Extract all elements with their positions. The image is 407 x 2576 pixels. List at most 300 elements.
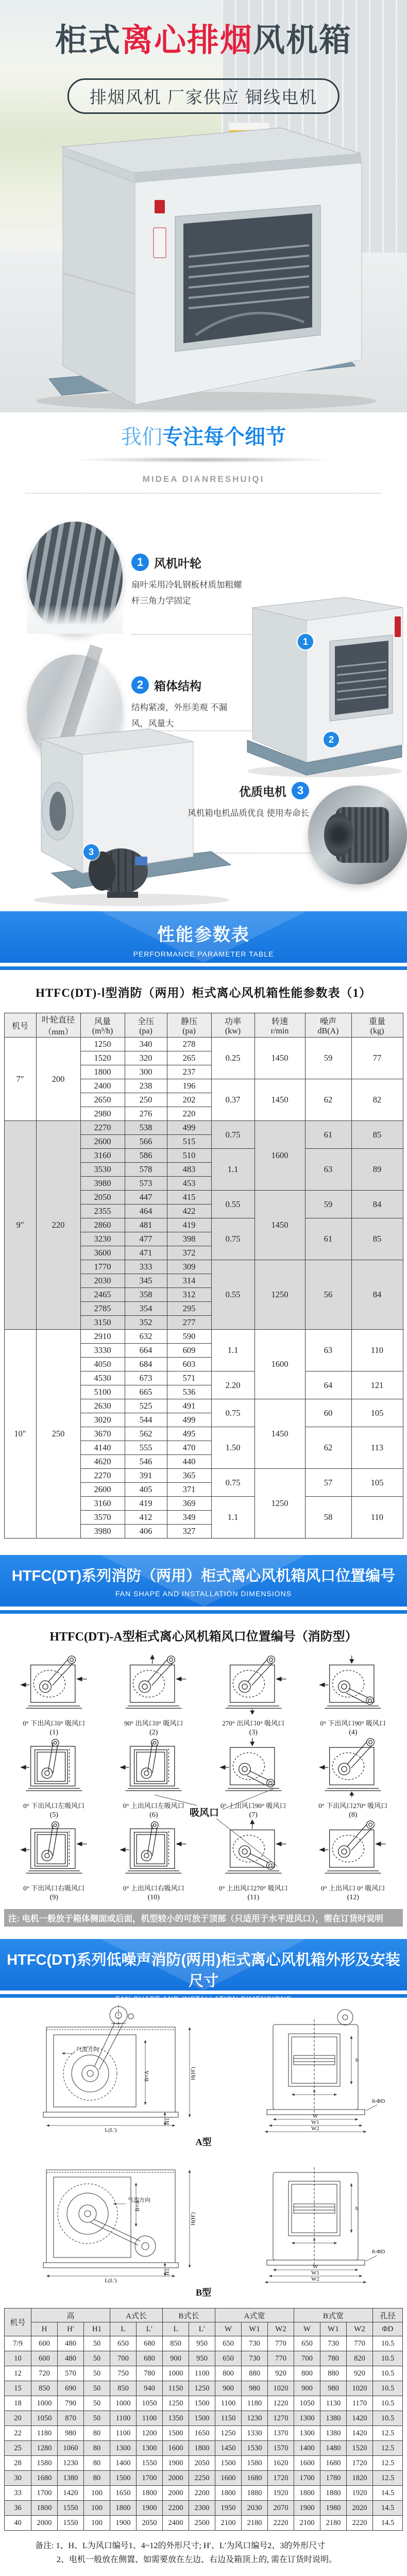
drawing-b-row (0, 2154, 407, 2283)
table-cell: 354 (125, 1302, 167, 1316)
table-cell: 820 (347, 2351, 373, 2366)
dim-row (5, 2516, 403, 2531)
drawing-a-front-view (10, 2004, 237, 2133)
dim-row (5, 2381, 403, 2396)
vent-number: (7) (249, 1811, 258, 1819)
power-cell: 0.25 (211, 1038, 255, 1079)
hero-section (0, 0, 407, 412)
dim-note-2: 2、电机一般放在侧置、如需要放在左边、右边及箱顶上的, 需在订货时说明。 (57, 2555, 337, 2565)
table-cell: 980 (242, 2381, 268, 2396)
table-cell: 880 (320, 2366, 347, 2381)
feature-1-number-icon: 1 (131, 554, 149, 571)
perf-header-row (4, 1013, 403, 1038)
table-cell: 1800 (137, 2486, 163, 2501)
table-cell: 1920 (347, 2486, 373, 2501)
table-cell: 405 (125, 1483, 167, 1497)
table-cell: 100 (84, 2486, 110, 2501)
table-cell: 609 (167, 1344, 211, 1358)
column-subheader: L (163, 2322, 189, 2336)
model-cell: 36 (5, 2501, 31, 2516)
table-cell: 2860 (80, 1218, 125, 1232)
rpm-cell: 1600 (255, 1121, 305, 1191)
dim-banner-subtitle: FAN SHAPE AND INSTALLATION DIMENSIONS (115, 1995, 292, 2003)
table-cell: 780 (320, 2351, 347, 2366)
table-cell: 278 (167, 1038, 211, 1051)
table-cell: 900 (294, 2381, 320, 2396)
fan-orientation-icon (15, 1819, 93, 1880)
table-cell: 50 (84, 2351, 110, 2366)
table-cell: 453 (167, 1177, 211, 1191)
photo-badge-1: 1 (298, 634, 313, 649)
column-header: 机号 (5, 2309, 31, 2336)
model-cell: 20 (5, 2411, 31, 2426)
column-header: B式宽 (294, 2309, 373, 2322)
table-cell: 499 (167, 1413, 211, 1427)
vent-diagram (104, 1654, 204, 1737)
table-cell: 1700 (137, 2471, 163, 2486)
svg-text:B×A: B×A (144, 2070, 150, 2082)
table-cell: 900 (163, 2351, 189, 2366)
detail-photo-impeller (27, 522, 123, 634)
table-cell: 2050 (80, 1191, 125, 1205)
weight-cell: 82 (351, 1079, 403, 1121)
table-cell: 525 (125, 1399, 167, 1413)
table-cell: 1170 (347, 2396, 373, 2411)
table-cell: 1700 (294, 2471, 320, 2486)
table-cell: 80 (84, 2456, 110, 2471)
table-cell: 470 (167, 1441, 211, 1455)
vent-note: 注: 电机一般放于箱体侧面或后面，机型较小的可放于顶部（只适用于水平进风口），需在订货时说明 (4, 1909, 403, 1927)
table-cell: 2050 (137, 2516, 163, 2531)
svg-text:气流方向: 气流方向 (128, 2197, 150, 2203)
photo-badge-3: 3 (83, 844, 99, 860)
table-cell: 562 (125, 1427, 167, 1441)
table-cell: 1530 (242, 2441, 268, 2456)
table-cell: 1500 (215, 2456, 242, 2471)
table-cell: 730 (242, 2336, 268, 2351)
table-cell: 1050 (31, 2411, 58, 2426)
table-cell: 415 (167, 1191, 211, 1205)
table-cell: 320 (125, 1051, 167, 1065)
vent-label: 0° 下出风口0° 吸风口 (23, 1719, 86, 1727)
table-cell: 349 (167, 1511, 211, 1525)
vent-number: (9) (49, 1894, 58, 1901)
perf-row (4, 1038, 403, 1051)
table-cell: 2030 (242, 2501, 268, 2516)
table-cell: 850 (110, 2381, 137, 2396)
diameter-cell: 250 (36, 1330, 80, 1538)
column-subheader: H′ (58, 2322, 84, 2336)
table-cell: 80 (84, 2441, 110, 2456)
noise-cell: 64 (305, 1371, 351, 1399)
table-cell: 700 (294, 2351, 320, 2366)
table-cell: 1230 (58, 2456, 84, 2471)
model-cell: 9″ (4, 1121, 36, 1330)
table-cell: 327 (167, 1525, 211, 1538)
rpm-cell: 1250 (255, 1469, 305, 1538)
table-cell: 2270 (80, 1121, 125, 1135)
table-cell: 369 (167, 1497, 211, 1511)
features-section (0, 522, 407, 911)
weight-cell: 84 (351, 1260, 403, 1330)
table-cell: 1720 (268, 2471, 294, 2486)
table-cell: 1100 (215, 2396, 242, 2411)
rpm-cell: 1250 (255, 1260, 305, 1330)
table-cell: 1800 (31, 2501, 58, 2516)
column-header: 高 (31, 2309, 110, 2322)
perf-row (4, 1121, 403, 1135)
table-cell: 940 (137, 2381, 163, 2396)
vent-number: (2) (149, 1729, 158, 1736)
table-cell: 2180 (320, 2516, 347, 2531)
vent-number: (1) (49, 1729, 58, 1736)
vent-label: 270° 出风口0° 吸风口 (222, 1719, 285, 1727)
fan-orientation-icon (314, 1654, 392, 1715)
table-cell: 5100 (80, 1385, 125, 1399)
table-cell: 1800 (80, 1065, 125, 1079)
column-subheader: W1 (242, 2322, 268, 2336)
photo-badge-2: 2 (324, 732, 339, 747)
fan-orientation-icon (215, 1819, 292, 1880)
table-cell: 202 (167, 1093, 211, 1107)
vent-diagram (303, 1737, 403, 1819)
table-cell: 4530 (80, 1371, 125, 1385)
shadow-divider (70, 457, 337, 463)
vent-label: 0° 下出风口90° 吸风口 (320, 1719, 386, 1727)
vent-diagram (4, 1819, 104, 1902)
column-subheader: ΦD (373, 2322, 403, 2336)
table-cell: 515 (167, 1135, 211, 1149)
model-cell: 30 (5, 2471, 31, 2486)
table-cell: 700 (110, 2351, 137, 2366)
dim-row (5, 2366, 403, 2381)
table-cell: 600 (31, 2351, 58, 2366)
svg-text:H1: H1 (164, 2118, 171, 2125)
svg-text:L(L′): L(L′) (105, 2127, 117, 2133)
vent-label: 90° 出风口0° 吸风口 (124, 1719, 183, 1727)
table-cell: 1150 (163, 2381, 189, 2396)
table-cell: 566 (125, 1135, 167, 1149)
model-cell: 10″ (4, 1330, 36, 1538)
column-header: 孔径 (373, 2309, 403, 2322)
table-cell: 1280 (31, 2441, 58, 2456)
column-header: B式长 (163, 2309, 215, 2322)
detail-photo-motor (308, 785, 407, 884)
vent-diagram-grid (0, 1654, 407, 1902)
vent-label: 0° 上出风口 0° 吸风口 (321, 1884, 385, 1892)
vent-diagram (204, 1819, 303, 1902)
table-cell: 1150 (215, 2411, 242, 2426)
feature-3 (155, 782, 309, 822)
weight-cell: 121 (351, 1371, 403, 1399)
noise-cell: 62 (305, 1079, 351, 1121)
table-cell: 398 (167, 1232, 211, 1246)
dim-row (5, 2426, 403, 2441)
motor-cap-graphic (324, 813, 354, 857)
column-header: A式长 (110, 2309, 163, 2322)
table-cell: 544 (125, 1413, 167, 1427)
table-cell: 419 (167, 1218, 211, 1232)
table-cell: 1800 (294, 2486, 320, 2501)
table-cell: 1550 (58, 2501, 84, 2516)
table-cell: 491 (167, 1399, 211, 1413)
table-cell: 14.5 (373, 2501, 403, 2516)
table-cell: 1500 (163, 2426, 189, 2441)
weight-cell: 105 (351, 1399, 403, 1427)
table-cell: 650 (294, 2336, 320, 2351)
table-cell: 800 (294, 2366, 320, 2381)
table-cell: 1800 (215, 2486, 242, 2501)
table-cell: 1580 (31, 2456, 58, 2471)
table-cell: 406 (125, 1525, 167, 1538)
svg-text:W2: W2 (311, 2276, 319, 2282)
table-cell: 422 (167, 1205, 211, 1218)
noise-cell: 61 (305, 1218, 351, 1260)
vent-subtitle: HTFC(DT)-A型柜式离心风机箱风口位置编号（消防型） (49, 1630, 358, 1644)
vent-diagram (104, 1737, 204, 1819)
fan-orientation-icon (15, 1737, 93, 1798)
table-cell: 3980 (80, 1177, 125, 1191)
power-cell: 1.50 (211, 1427, 255, 1469)
table-cell: 1650 (110, 2486, 137, 2501)
dim-row (5, 2411, 403, 2426)
vent-number: (10) (147, 1894, 160, 1901)
drawing-b-label: B型 (195, 2287, 211, 2298)
svg-text:a: a (313, 2236, 316, 2243)
vent-label: 0° 上出风口右吸风口 (123, 1884, 184, 1892)
column-header: 叶轮直径 （mm） (36, 1013, 80, 1038)
table-cell: 2030 (80, 1274, 125, 1288)
table-cell: 3670 (80, 1427, 125, 1441)
table-cell: 2100 (294, 2516, 320, 2531)
svg-text:8-ΦD: 8-ΦD (372, 2098, 385, 2104)
feature-2-title: 箱体结构 (154, 679, 201, 693)
table-cell: 2020 (347, 2501, 373, 2516)
vent-diagram (303, 1819, 403, 1902)
vent-annotation: 吸风口 (190, 1808, 219, 1818)
page-title (0, 25, 407, 57)
table-cell: 920 (347, 2366, 373, 2381)
table-cell: 1520 (347, 2441, 373, 2456)
column-header: A式宽 (215, 2309, 294, 2322)
column-header: 重量 (kg) (351, 1013, 403, 1038)
dim-header-row-1 (5, 2309, 403, 2322)
table-cell: 333 (125, 1260, 167, 1274)
table-cell: 920 (268, 2366, 294, 2381)
table-cell: 1300 (294, 2411, 320, 2426)
table-cell: 1600 (163, 2441, 189, 2456)
table-cell: 80 (84, 2426, 110, 2441)
power-cell: 0.75 (211, 1399, 255, 1427)
table-cell: 100 (84, 2516, 110, 2531)
table-cell: 50 (84, 2411, 110, 2426)
column-header: 全压 (pa) (125, 1013, 167, 1038)
table-cell: 684 (125, 1358, 167, 1371)
drawing-b-side-view (237, 2154, 397, 2283)
table-cell: 2785 (80, 1302, 125, 1316)
table-cell: 632 (125, 1330, 167, 1344)
noise-cell: 63 (305, 1149, 351, 1191)
table-cell: 10.5 (373, 2396, 403, 2411)
table-cell: 1780 (320, 2471, 347, 2486)
table-cell: 2180 (242, 2516, 268, 2531)
fan-orientation-icon (314, 1819, 392, 1880)
feature-product-photo (237, 559, 407, 781)
vent-label: 0° 下出风口左吸风口 (23, 1802, 85, 1810)
column-header: 转速 r/min (255, 1013, 305, 1038)
table-cell: 750 (110, 2366, 137, 2381)
table-cell: 314 (167, 1274, 211, 1288)
table-cell: 1250 (215, 2426, 242, 2441)
table-cell: 780 (137, 2366, 163, 2381)
table-cell: 1600 (215, 2471, 242, 2486)
table-cell: 340 (125, 1038, 167, 1051)
vent-number: (4) (349, 1729, 358, 1736)
table-cell: 870 (58, 2411, 84, 2426)
table-cell: 2220 (268, 2516, 294, 2531)
vent-label: 0° 上出风口左吸风口 (123, 1802, 184, 1810)
table-cell: 1800 (189, 2441, 215, 2456)
table-cell: 1620 (268, 2456, 294, 2471)
table-cell: 1900 (137, 2501, 163, 2516)
drawing-a-side-view (237, 2004, 397, 2133)
vent-number: (5) (49, 1811, 58, 1819)
table-cell: 538 (125, 1121, 167, 1135)
drawing-b-front-view (10, 2154, 237, 2283)
table-cell: 471 (125, 1246, 167, 1260)
table-cell: 1130 (320, 2396, 347, 2411)
column-subheader: H1 (84, 2322, 110, 2336)
column-header: 噪声 dB(A) (305, 1013, 351, 1038)
table-cell: 850 (163, 2336, 189, 2351)
table-cell: 2465 (80, 1288, 125, 1302)
vent-diagram (104, 1819, 204, 1902)
vent-number: (8) (349, 1811, 358, 1819)
table-cell: 12.5 (373, 2441, 403, 2456)
table-cell: 1200 (137, 2426, 163, 2441)
table-cell: 571 (167, 1371, 211, 1385)
table-cell: 1800 (110, 2501, 137, 2516)
vent-banner-title: HTFC(DT)系列消防（两用）柜式离心风机箱风口位置编号 (11, 1568, 396, 1584)
title-part-1: 柜式 (55, 23, 121, 58)
table-cell: 419 (125, 1497, 167, 1511)
rpm-cell: 1600 (255, 1330, 305, 1399)
vent-banner-subtitle: FAN SHAPE AND INSTALLATION DIMENSIONS (115, 1590, 292, 1598)
table-cell: 1650 (189, 2426, 215, 2441)
drawing-a-row (0, 2004, 407, 2133)
table-cell: 440 (167, 1455, 211, 1469)
table-cell: 3570 (80, 1511, 125, 1525)
drawing-a-label: A型 (195, 2137, 212, 2147)
table-cell: 10.5 (373, 2351, 403, 2366)
table-cell: 1950 (215, 2501, 242, 2516)
table-cell: 1900 (110, 2516, 137, 2531)
table-cell: 770 (268, 2351, 294, 2366)
table-cell: 1380 (320, 2411, 347, 2426)
table-cell: 1400 (110, 2456, 137, 2471)
table-cell: 1020 (268, 2381, 294, 2396)
focus-title-light: 我们 (121, 426, 162, 448)
table-cell: 12.5 (373, 2456, 403, 2471)
table-cell: 1900 (294, 2501, 320, 2516)
noise-cell: 61 (305, 1121, 351, 1149)
table-cell: 220 (167, 1107, 211, 1121)
table-cell: 1300 (294, 2426, 320, 2441)
table-cell: 1420 (347, 2426, 373, 2441)
dim-row (5, 2456, 403, 2471)
table-cell: 412 (125, 1511, 167, 1525)
table-cell: 3980 (80, 1525, 125, 1538)
table-cell: 50 (84, 2336, 110, 2351)
table-cell: 10.5 (373, 2366, 403, 2381)
table-cell: 1500 (189, 2396, 215, 2411)
table-cell: 10.5 (373, 2381, 403, 2396)
table-cell: 309 (167, 1260, 211, 1274)
table-cell: 1500 (189, 2411, 215, 2426)
table-cell: 1100 (137, 2411, 163, 2426)
table-cell: 1480 (320, 2441, 347, 2456)
table-cell: 358 (125, 1288, 167, 1302)
column-header: 静压 (pa) (167, 1013, 211, 1038)
noise-cell: 60 (305, 1399, 351, 1427)
column-header: 机号 (4, 1013, 36, 1038)
table-cell: 1020 (347, 2381, 373, 2396)
table-cell: 2355 (80, 1205, 125, 1218)
svg-text:W1: W1 (311, 2119, 319, 2126)
table-cell: 730 (320, 2336, 347, 2351)
dim-row (5, 2336, 403, 2351)
svg-text:H1: H1 (164, 2268, 171, 2276)
table-cell: 850 (31, 2381, 58, 2396)
banner-stripe (0, 1610, 407, 1614)
column-subheader: L′ (137, 2322, 163, 2336)
banner-stripe (0, 966, 407, 970)
vent-diagram (4, 1737, 104, 1819)
perf-banner-title: 性能参数表 (157, 925, 250, 945)
svg-text:W1: W1 (311, 2270, 319, 2276)
table-cell: 2910 (80, 1330, 125, 1344)
dim-row (5, 2396, 403, 2411)
noise-cell: 56 (305, 1260, 351, 1330)
fan-orientation-icon (115, 1737, 192, 1798)
weight-cell: 85 (351, 1121, 403, 1149)
table-cell: 573 (125, 1177, 167, 1191)
table-cell: 650 (215, 2336, 242, 2351)
table-cell: 3530 (80, 1163, 125, 1177)
noise-cell: 59 (305, 1038, 351, 1079)
column-subheader: H (31, 2322, 58, 2336)
weight-cell: 89 (351, 1149, 403, 1191)
table-cell: 237 (167, 1065, 211, 1079)
power-cell: 0.75 (211, 1218, 255, 1260)
table-cell: 1980 (320, 2501, 347, 2516)
weight-cell: 110 (351, 1497, 403, 1538)
table-cell: 2050 (189, 2456, 215, 2471)
table-cell: 1000 (31, 2396, 58, 2411)
noise-cell: 59 (305, 1191, 351, 1218)
diameter-cell: 220 (36, 1121, 80, 1330)
table-cell: 2400 (163, 2516, 189, 2531)
perf-table-title: HTFC(DT)-Ⅰ型消防（两用）柜式离心风机箱性能参数表（1） (35, 986, 372, 999)
table-cell: 1250 (80, 1038, 125, 1051)
power-cell: 0.75 (211, 1121, 255, 1149)
table-cell: 1570 (268, 2441, 294, 2456)
table-cell: 1680 (31, 2471, 58, 2486)
dim-banner (0, 1939, 407, 2003)
noise-cell: 58 (305, 1497, 351, 1538)
table-cell: 950 (189, 2336, 215, 2351)
table-cell: 664 (125, 1344, 167, 1358)
